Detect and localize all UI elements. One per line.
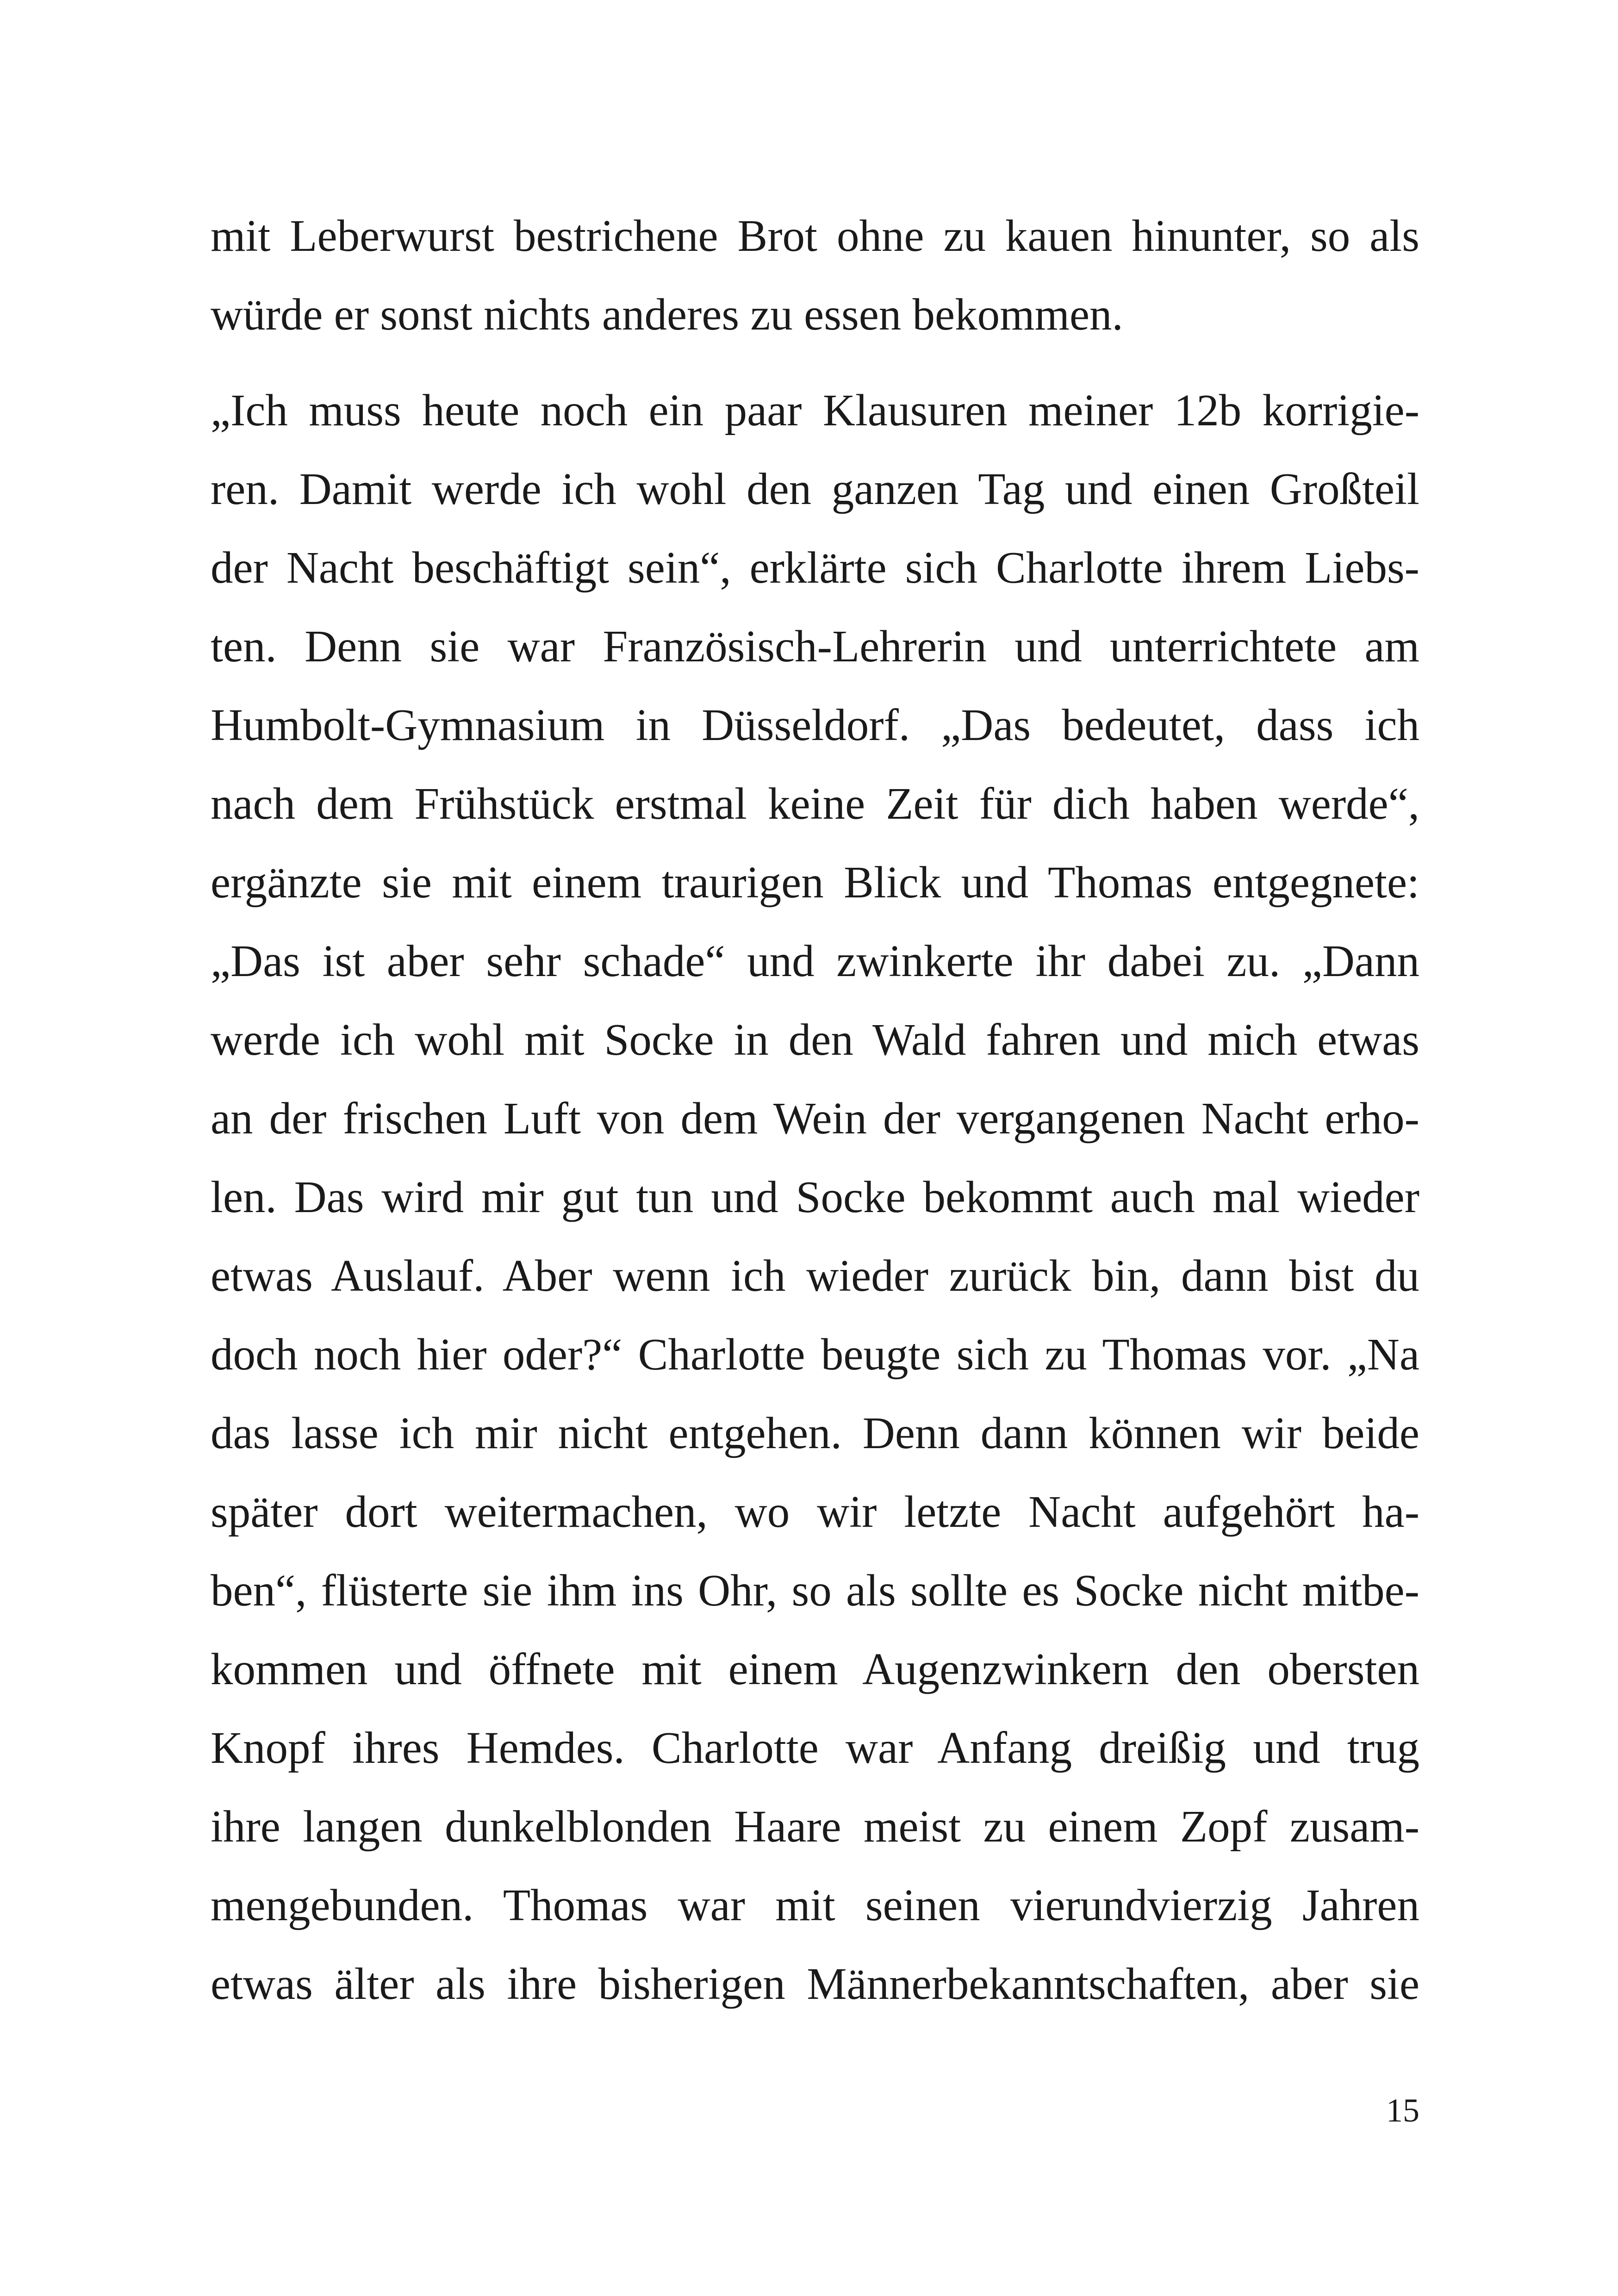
text-line: mit Leberwurst bestrichene Brot ohne zu kauen hinunter, so als	[211, 211, 1419, 261]
text-line: Knopf ihres Hemdes. Charlotte war Anfang dreißig und trug	[211, 1723, 1419, 1773]
text-line: nach dem Frühstück erstmal keine Zeit für dich haben werde“,	[211, 779, 1419, 828]
text-line: etwas Auslauf. Aber wenn ich wieder zurück bin, dann bist du	[211, 1251, 1419, 1300]
page-number: 15	[1386, 2092, 1419, 2129]
text-line: ihre langen dunkelblonden Haare meist zu einem Zopf zusam-	[211, 1802, 1419, 1851]
text-line: kommen und öffnete mit einem Augenzwinkern den obersten	[211, 1644, 1419, 1694]
text-line: „Das ist aber sehr schade“ und zwinkerte ihr dabei zu. „Dann	[211, 936, 1419, 986]
text-line: an der frischen Luft von dem Wein der vergangenen Nacht erho-	[211, 1094, 1419, 1143]
text-line: etwas älter als ihre bisherigen Männerbekanntschaften, aber sie	[211, 1959, 1419, 2009]
text-line: doch noch hier oder?“ Charlotte beugte sich zu Thomas vor. „Na	[211, 1330, 1419, 1379]
text-line: Humbolt-Gymnasium in Düsseldorf. „Das bedeutet, dass ich	[211, 700, 1419, 750]
text-line: len. Das wird mir gut tun und Socke bekommt auch mal wieder	[211, 1172, 1419, 1222]
text-line: der Nacht beschäftigt sein“, erklärte sich Charlotte ihrem Liebs-	[211, 543, 1419, 592]
text-line: ren. Damit werde ich wohl den ganzen Tag und einen Großteil	[211, 464, 1419, 514]
text-line: würde er sonst nichts anderes zu essen bekommen.	[211, 290, 1123, 339]
text-line: später dort weitermachen, wo wir letzte Nacht aufgehört ha-	[211, 1487, 1419, 1537]
text-line: ben“, flüsterte sie ihm ins Ohr, so als sollte es Socke nicht mitbe-	[211, 1566, 1419, 1615]
text-line: ten. Denn sie war Französisch-Lehrerin und unterrichtete am	[211, 622, 1419, 671]
text-line: mengebunden. Thomas war mit seinen vierundvierzig Jahren	[211, 1880, 1419, 1930]
text-line: werde ich wohl mit Socke in den Wald fahren und mich etwas	[211, 1015, 1419, 1064]
text-line: „Ich muss heute noch ein paar Klausuren meiner 12b korrigie-	[211, 386, 1419, 435]
text-line: das lasse ich mir nicht entgehen. Denn dann können wir beide	[211, 1408, 1419, 1458]
text-line: ergänzte sie mit einem traurigen Blick und Thomas entgegnete:	[211, 858, 1419, 907]
